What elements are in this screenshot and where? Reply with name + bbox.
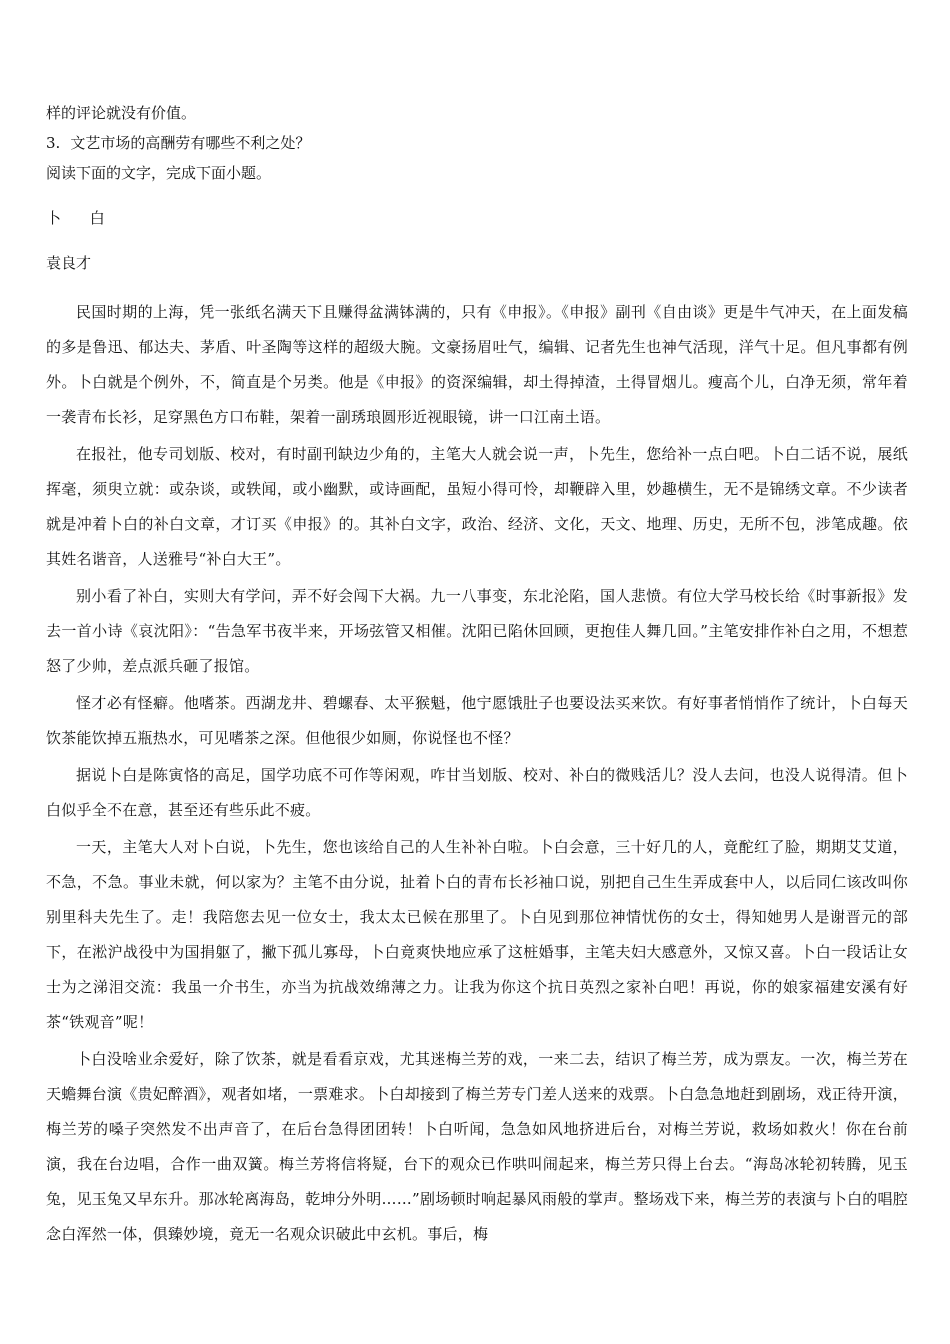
question-number: 3. [46, 134, 61, 152]
story-paragraph: 一天，主笔大人对卜白说，卜先生，您也该给自己的人生补补白啦。卜白会意，三十好几的人，竟酡红了脸，期期艾艾道，不急，不急。事业未就，何以家为？主笔不由分说，扯着卜白的青布长衫袖口说，别把自己生生弄成套中人，以后同仁该改叫你别里科夫先生了。走！我陪您去见一位女士，我太太已候在那里了。卜白见到那位神情忧伤的女士，得知她男人是谢晋元的部下，在淞沪战役中为国捐躯了，撇下孤儿寡母，卜白竟爽快地应承了这桩婚事，主笔夫妇大感意外，又惊又喜。卜白一段话让女士为之涕泪交流：我虽一介书生，亦当为抗战效绵薄之力。让我为你这个抗日英烈之家补白吧！再说，你的娘家福建安溪有好茶“铁观音”呢！ [46, 838, 908, 1031]
question-3 [46, 128, 908, 158]
story-author: 袁良才 [46, 254, 92, 272]
story-paragraph: 卜白没啥业余爱好，除了饮茶，就是看看京戏，尤其迷梅兰芳的戏，一来二去，结识了梅兰芳，成为票友。一次，梅兰芳在天蟾舞台演《贵妃醉酒》，观者如堵，一票难求。卜白却接到了梅兰芳专门差人送来的戏票。卜白急急地赶到剧场，戏正待开演，梅兰芳的嗓子突然发不出声音了，在后台急得团团转！卜白听闻，急急如风地挤进后台，对梅兰芳说，救场如救火！你在台前演，我在台边唱，合作一曲双簧。梅兰芳将信将疑，台下的观众已作哄叫闹起来，梅兰芳只得上台去。“海岛冰轮初转腾，见玉兔，见玉兔又早东升。那冰轮离海岛，乾坤分外明……”剧场顿时响起暴风雨般的掌声。整场戏下来，梅兰芳的表演与卜白的唱腔念白浑然一体，俱臻妙境，竟无一名观众识破此中玄机。事后，梅 [46, 1050, 908, 1243]
story-paragraph: 别小看了补白，实则大有学问，弄不好会闯下大祸。九一八事变，东北沦陷，国人悲愤。有位大学马校长给《时事新报》发去一首小诗《哀沈阳》：“告急军书夜半来，开场弦管又相催。沈阳已陷休回顾，更抱佳人舞几回。”主笔安排作补白之用，不想惹怒了少帅，差点派兵砸了报馆。 [46, 587, 908, 675]
question-text: 文艺市场的高酬劳有哪些不利之处？ [70, 134, 311, 152]
story-paragraph: 民国时期的上海，凭一张纸名满天下且赚得盆满钵满的，只有《申报》。《申报》副刊《自由谈》更是牛气冲天，在上面发稿的多是鲁迅、郁达夫、茅盾、叶圣陶等这样的超级大腕。文豪扬眉吐气，编辑、记者先生也神气活现，洋气十足。但凡事都有例外。卜白就是个例外，不，简直是个另类。他是《申报》的资深编辑，却土得掉渣，土得冒烟儿。瘦高个儿，白净无须，常年着一袭青布长衫，足穿黑色方口布鞋，架着一副琇琅圆形近视眼镜，讲一口江南土语。 [46, 303, 908, 426]
story-paragraph: 在报社，他专司划版、校对，有时副刊缺边少角的，主笔大人就会说一声，卜先生，您给补一点白吧。卜白二话不说，展纸挥毫，须臾立就：或杂谈，或轶闻，或小幽默，或诗画配，虽短小得可怜，却鞭辟入里，妙趣横生，无不是锦绣文章。不少读者就是冲着卜白的补白文章，才订买《申报》的。其补白文字，政治、经济、文化，天文、地理、历史，无所不包，涉笔成趣。依其姓名谐音，人送雅号“补白大王”。 [46, 445, 908, 568]
lead-line: 样的评论就没有价值。 [46, 104, 197, 122]
story-title: 卜 白 [46, 209, 117, 227]
story-paragraph: 怪才必有怪癖。他嗜茶。西湖龙井、碧螺春、太平猴魁，他宁愿饿肚子也要设法买来饮。有好事者悄悄作了统计，卜白每天饮茶能饮掉五瓶热水，可见嗜茶之深。但他很少如厕，你说怪也不怪？ [46, 694, 908, 747]
reading-instruction: 阅读下面的文字，完成下面小题。 [46, 164, 272, 182]
document-page [46, 98, 908, 1252]
story-paragraph: 据说卜白是陈寅恪的高足，国学功底不可作等闲观，咋甘当划版、校对、补白的微贱活儿？没人去问，也没人说得清。但卜白似乎全不在意，甚至还有些乐此不疲。 [46, 766, 908, 819]
